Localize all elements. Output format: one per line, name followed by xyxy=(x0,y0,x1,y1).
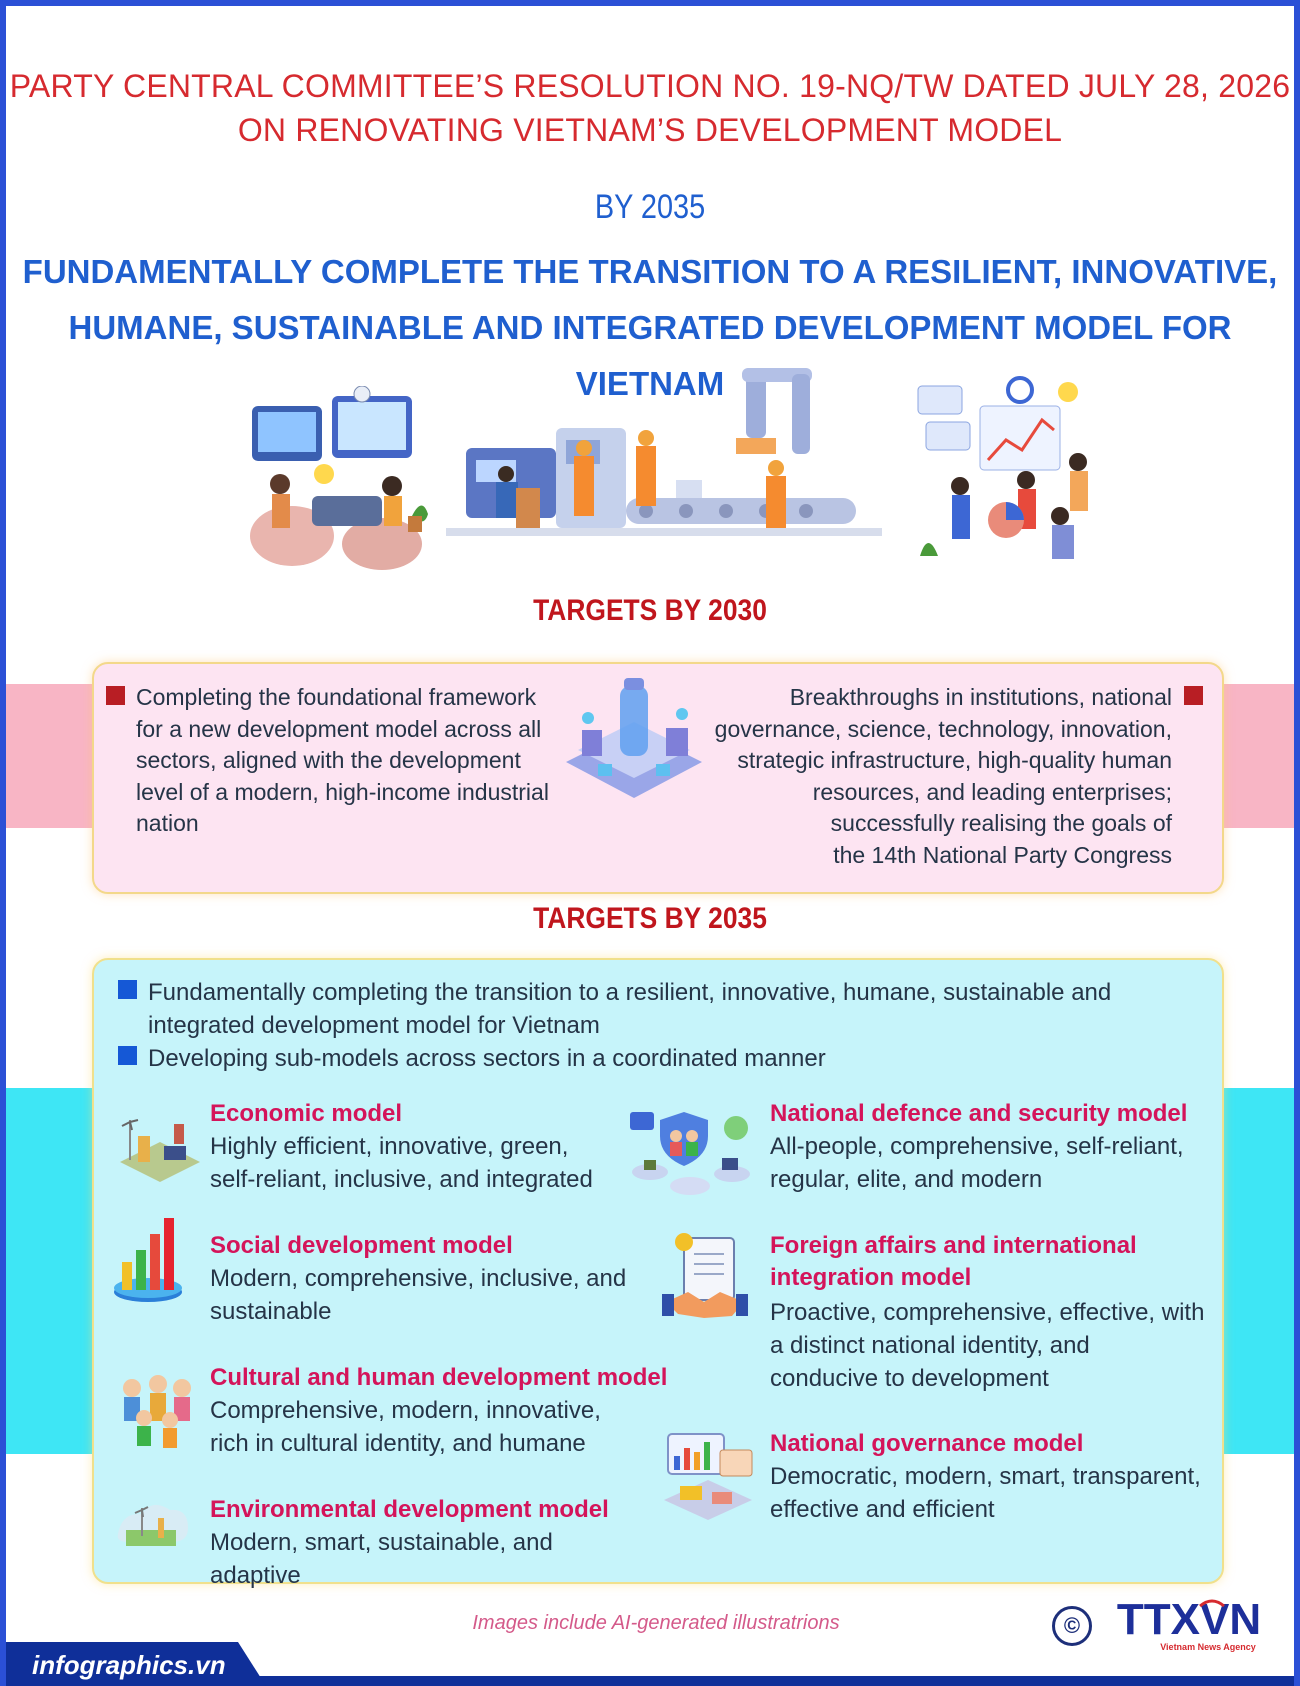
defence-security-icon xyxy=(624,1106,756,1202)
text-line: the 14th National Party Congress xyxy=(833,841,1172,868)
targets-2035-heading: TARGETS BY 2035 xyxy=(533,902,767,935)
social-model-title: Social development model xyxy=(210,1232,513,1259)
text-line: All-people, comprehensive, self-reliant, xyxy=(770,1133,1184,1160)
governance-model-title: National governance model xyxy=(770,1430,1084,1457)
foreign-affairs-model-title xyxy=(770,1230,1210,1294)
text-line: Breakthroughs in institutions, national xyxy=(789,684,1172,710)
bullet-square-icon xyxy=(118,1046,137,1065)
text-line: Fundamentally completing the transition to a resilient, innovative, humane, sustainable and xyxy=(148,979,1112,1006)
text-line: regular, elite, and modern xyxy=(770,1166,1043,1193)
text-line: level of a modern, high-income industrial xyxy=(136,778,549,805)
text-line: effective and efficient xyxy=(770,1496,995,1523)
defence-model-title: National defence and security model xyxy=(770,1100,1188,1127)
resolution-title-line2: ON RENOVATING VIETNAM’S DEVELOPMENT MODEL xyxy=(237,112,1063,148)
foreign-affairs-model-desc xyxy=(770,1296,1220,1395)
text-line: a distinct national identity, and xyxy=(770,1332,1090,1359)
bullet-square-icon xyxy=(118,980,137,999)
by-year-label: BY 2035 xyxy=(594,188,706,226)
bullet-square-icon xyxy=(1184,686,1203,705)
text-line: successfully realising the goals of xyxy=(830,810,1172,836)
environment-icon xyxy=(112,1500,192,1554)
text-line: resources, and leading enterprises; xyxy=(812,778,1172,805)
text-line: Modern, comprehensive, inclusive, and xyxy=(210,1265,627,1292)
text-line: conducive to development xyxy=(770,1365,1049,1392)
text-line: Completing the foundational framework xyxy=(136,684,537,710)
text-line: for a new development model across all xyxy=(136,715,542,742)
copyright-icon: © xyxy=(1052,1606,1092,1646)
text-line: Democratic, modern, smart, transparent, xyxy=(770,1463,1201,1490)
text-line: Proactive, comprehensive, effective, with xyxy=(770,1299,1205,1326)
governance-dashboard-icon xyxy=(660,1430,756,1524)
cultural-model-desc xyxy=(210,1394,650,1460)
targets-2030-heading: TARGETS BY 2030 xyxy=(533,594,767,627)
text-line: Comprehensive, modern, innovative, xyxy=(210,1397,601,1424)
ttxvn-logo-text: TTXVN xyxy=(1116,1596,1262,1644)
family-people-icon xyxy=(114,1374,200,1452)
handshake-agreement-icon xyxy=(662,1232,748,1324)
text-line: integrated development model for Vietnam xyxy=(148,1012,600,1039)
text-line: integration model xyxy=(770,1264,972,1291)
site-link[interactable]: infographics.vn xyxy=(32,1650,226,1680)
text-line: nation xyxy=(136,810,199,836)
footer-line xyxy=(246,1676,1300,1686)
resolution-title xyxy=(6,64,1294,152)
bullet-square-icon xyxy=(106,686,125,705)
text-line: governance, science, technology, innovation, xyxy=(714,715,1172,742)
text-line: Highly efficient, innovative, green, xyxy=(210,1133,569,1160)
cultural-model-title: Cultural and human development model xyxy=(210,1364,668,1391)
resolution-title-line1: PARTY CENTRAL COMMITTEE’S RESOLUTION NO. 19-NQ/TW DATED JULY 28, 2026 xyxy=(9,68,1291,104)
ai-image-note: Images include AI-generated illustratrions xyxy=(472,1612,840,1634)
text-line: Foreign affairs and international xyxy=(770,1232,1137,1259)
environmental-model-desc xyxy=(210,1526,650,1592)
economic-model-title: Economic model xyxy=(210,1100,403,1127)
defence-model-desc xyxy=(770,1130,1210,1196)
text-line: rich in cultural identity, and humane xyxy=(210,1430,586,1457)
economy-energy-icon xyxy=(118,1116,202,1188)
ttxvn-logo xyxy=(1104,1596,1274,1656)
text-line: sustainable xyxy=(210,1298,332,1325)
target-2035-bullet1 xyxy=(148,976,1208,1042)
headline-line2: HUMANE, SUSTAINABLE AND INTEGRATED DEVELOPMENT MODEL FOR VIETNAM xyxy=(68,309,1232,402)
text-line: sectors, aligned with the development xyxy=(136,747,521,773)
ttxvn-logo-subtext: Vietnam News Agency xyxy=(1160,1642,1256,1652)
headline-line1: FUNDAMENTALLY COMPLETE THE TRANSITION TO A RESILIENT, INNOVATIVE, xyxy=(22,253,1278,290)
office-team-illustration xyxy=(242,386,432,578)
text-line: strategic infrastructure, high-quality human xyxy=(737,747,1172,773)
environmental-model-title: Environmental development model xyxy=(210,1496,609,1523)
target-2030-left-text xyxy=(136,682,566,840)
governance-model-desc xyxy=(770,1460,1220,1526)
factory-workers-illustration xyxy=(446,368,882,548)
economic-model-desc xyxy=(210,1130,630,1196)
text-line: Modern, smart, sustainable, and adaptive xyxy=(210,1529,553,1589)
business-analytics-illustration xyxy=(910,376,1106,576)
bar-chart-icon xyxy=(110,1214,186,1306)
target-2030-right-text xyxy=(686,682,1172,871)
target-2035-bullet2: Developing sub-models across sectors in a coordinated manner xyxy=(148,1045,826,1072)
social-model-desc xyxy=(210,1262,630,1328)
text-line: self-reliant, inclusive, and integrated xyxy=(210,1166,593,1193)
